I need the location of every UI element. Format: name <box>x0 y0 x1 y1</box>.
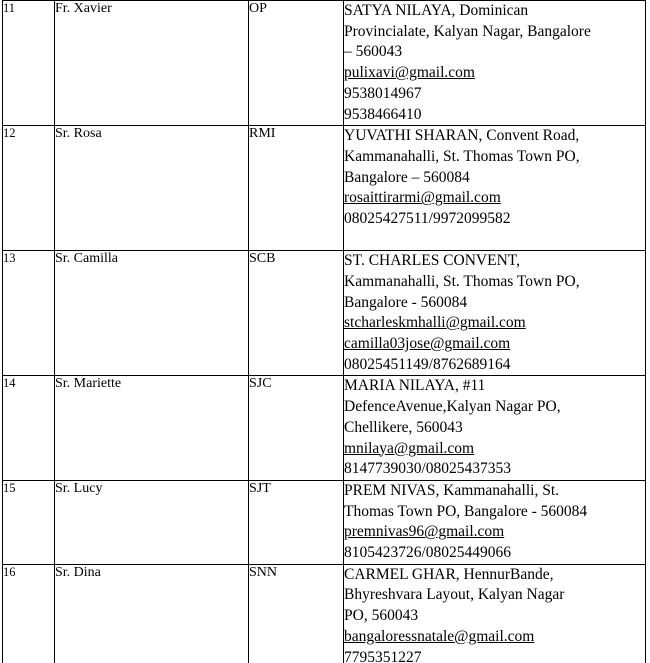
entry-congregation: SJT <box>249 480 344 564</box>
email-link[interactable]: camilla03jose@gmail.com <box>344 335 511 353</box>
table-row <box>3 126 646 251</box>
address-line: – 560043 <box>344 43 403 61</box>
phone-number: 8105423726/08025449066 <box>344 544 512 562</box>
entry-number: 14 <box>3 376 55 481</box>
entry-congregation: SNN <box>249 564 344 663</box>
entry-name: Sr. Camilla <box>55 251 249 376</box>
table-row <box>3 480 646 564</box>
address-line: Kammanahalli, St. Thomas Town PO, <box>344 272 580 290</box>
address-line: Bangalore – 560084 <box>344 168 470 186</box>
directory-table <box>2 0 646 663</box>
entry-number: 16 <box>3 564 55 663</box>
entry-contact <box>344 251 646 376</box>
email-link[interactable]: mnilaya@gmail.com <box>344 439 475 457</box>
address-line: Provincialate, Kalyan Nagar, Bangalore <box>344 22 591 40</box>
email-link[interactable]: stcharleskmhalli@gmail.com <box>344 314 526 332</box>
entry-number: 15 <box>3 480 55 564</box>
entry-contact <box>344 126 646 251</box>
phone-number: 7795351227 <box>344 648 422 663</box>
address-line: Chellikere, 560043 <box>344 418 463 436</box>
address-line: Bangalore - 560084 <box>344 293 468 311</box>
entry-number: 13 <box>3 251 55 376</box>
address-line: PREM NIVAS, Kammanahalli, St. <box>344 481 559 499</box>
email-link[interactable]: bangaloressnatale@gmail.com <box>344 627 535 645</box>
entry-congregation: OP <box>249 1 344 126</box>
entry-contact <box>344 564 646 663</box>
email-link[interactable]: pulixavi@gmail.com <box>344 64 475 82</box>
table-row <box>3 564 646 663</box>
entry-number: 12 <box>3 126 55 251</box>
entry-name: Fr. Xavier <box>55 1 249 126</box>
table-row <box>3 1 646 126</box>
address-line: Kammanahalli, St. Thomas Town PO, <box>344 147 580 165</box>
address-line: CARMEL GHAR, HennurBande, <box>344 565 554 583</box>
entry-name: Sr. Dina <box>55 564 249 663</box>
phone-number: 9538014967 <box>344 84 422 102</box>
entry-contact <box>344 376 646 481</box>
directory-table-body <box>3 1 646 663</box>
email-link[interactable]: premnivas96@gmail.com <box>344 523 505 541</box>
table-row <box>3 251 646 376</box>
phone-number: 8147739030/08025437353 <box>344 460 512 478</box>
address-line: YUVATHI SHARAN, Convent Road, <box>344 127 580 145</box>
entry-congregation: RMI <box>249 126 344 251</box>
email-link[interactable]: rosaittirarmi@gmail.com <box>344 189 501 207</box>
address-line: PO, 560043 <box>344 607 419 625</box>
table-row <box>3 376 646 481</box>
address-line: DefenceAvenue,Kalyan Nagar PO, <box>344 398 561 416</box>
phone-number: 08025451149/8762689164 <box>344 355 511 373</box>
entry-congregation: SCB <box>249 251 344 376</box>
entry-contact <box>344 1 646 126</box>
address-line: SATYA NILAYA, Dominican <box>344 2 529 19</box>
entry-name: Sr. Lucy <box>55 480 249 564</box>
address-line: MARIA NILAYA, #11 <box>344 377 486 395</box>
entry-congregation: SJC <box>249 376 344 481</box>
entry-contact <box>344 480 646 564</box>
entry-name: Sr. Mariette <box>55 376 249 481</box>
address-line: Thomas Town PO, Bangalore - 560084 <box>344 502 588 520</box>
entry-name: Sr. Rosa <box>55 126 249 251</box>
phone-number: 08025427511/9972099582 <box>344 210 511 228</box>
entry-number: 11 <box>3 1 55 126</box>
address-line: ST. CHARLES CONVENT, <box>344 252 520 270</box>
phone-number: 9538466410 <box>344 105 422 123</box>
address-line: Bhyreshvara Layout, Kalyan Nagar <box>344 586 565 604</box>
